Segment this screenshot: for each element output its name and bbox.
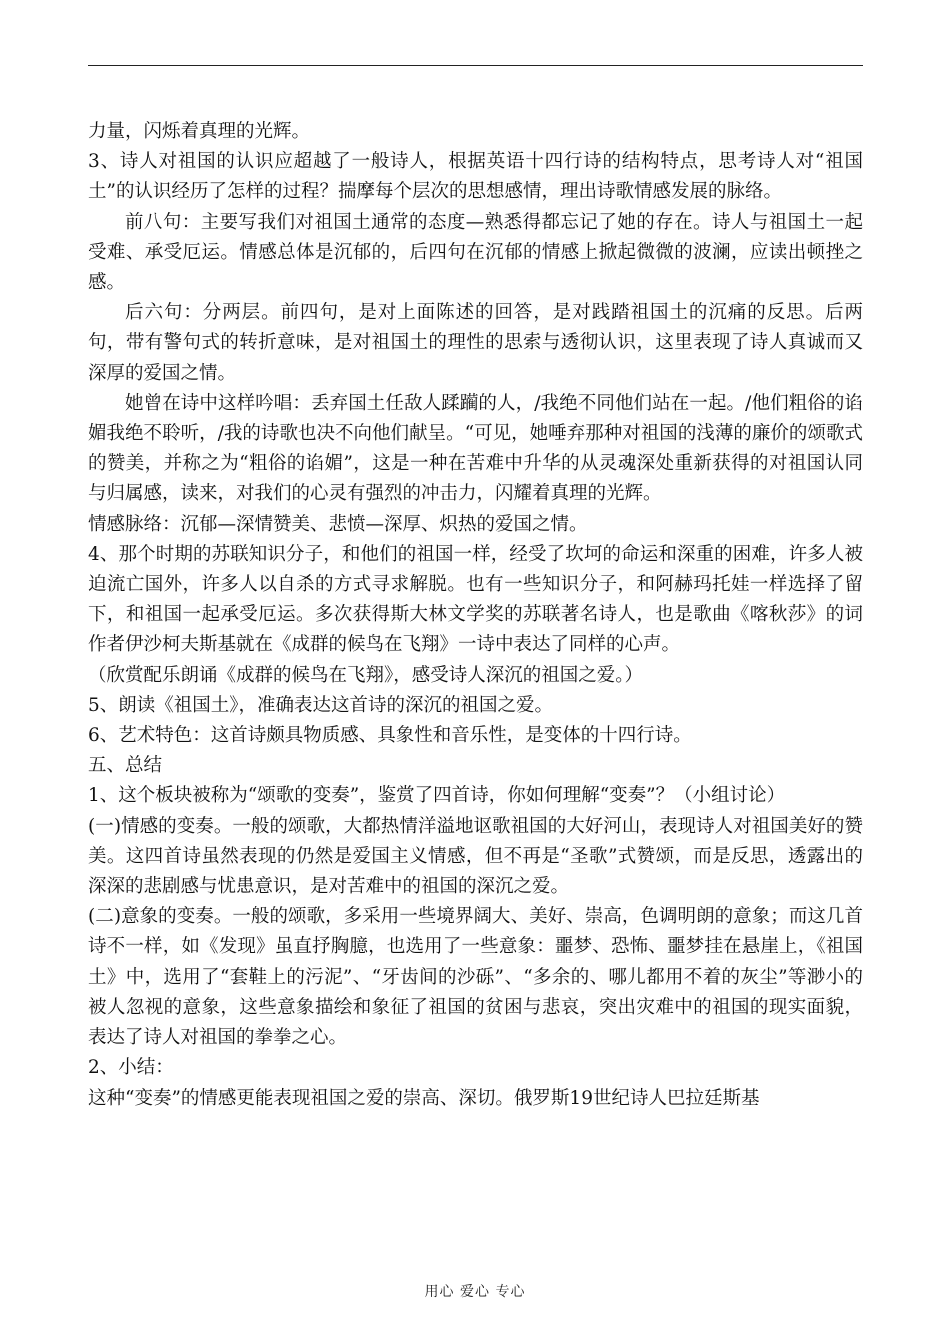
paragraph: 3、诗人对祖国的认识应超越了一般诗人，根据英语十四行诗的结构特点，思考诗人对“祖国土”的认识经历了怎样的过程？揣摩每个层次的思想感情，理出诗歌情感发展的脉络。 [88, 151, 863, 203]
paragraph: 她曾在诗中这样吟唱：丢弃国土任敌人蹂躏的人，/我绝不同他们站在一起。/他们粗俗的谄媚我绝不聆听，/我的诗歌也决不向他们献呈。“可见，她唾弃那种对祖国的浅薄的廉价的颂歌式的赞美，并称之为“粗俗的谄媚”，这是一种在苦难中升华的从灵魂深处重新获得的对祖国认同与归属感，读来，对我们的心灵有强烈的冲击力，闪耀着真理的光辉。 [88, 392, 863, 505]
page-footer: 用心 爱心 专心 [424, 1284, 526, 1300]
paragraph: 情感脉络：沉郁—深情赞美、悲愤—深厚、炽热的爱国之情。 [88, 513, 588, 535]
paragraph: 这种“变奏”的情感更能表现祖国之爱的崇高、深切。俄罗斯19世纪诗人巴拉廷斯基 [88, 1087, 760, 1109]
paragraph: 6、艺术特色：这首诗颇具物质感、具象性和音乐性，是变体的十四行诗。 [88, 725, 692, 747]
paragraph: 4、那个时期的苏联知识分子，和他们的祖国一样，经受了坎坷的命运和深重的困难，许多人被迫流亡国外，许多人以自杀的方式寻求解脱。也有一些知识分子，和阿赫玛托娃一样选择了留下，和祖国一起承受厄运。多次获得斯大林文学奖的苏联著名诗人，也是歌曲《喀秋莎》的词作者伊沙柯夫斯基就在《成群的候鸟在飞翔》一诗中表达了同样的心声。 [88, 543, 863, 656]
section-heading: 五、总结 [88, 755, 163, 777]
header-rule [88, 65, 863, 66]
paragraph: 后六句：分两层。前四句，是对上面陈述的回答，是对践踏祖国土的沉痛的反思。后两句，带有警句式的转折意味，是对祖国土的理性的思索与透彻认识，这里表现了诗人真诚而又深厚的爱国之情。 [88, 302, 863, 384]
document-body [88, 117, 863, 1114]
paragraph: 前八句：主要写我们对祖国土通常的态度—熟悉得都忘记了她的存在。诗人与祖国土一起受难、承受厄运。情感总体是沉郁的，后四句在沉郁的情感上掀起微微的波澜，应读出顿挫之感。 [88, 211, 863, 294]
paragraph: 1、这个板块被称为“颂歌的变奏”，鉴赏了四首诗，你如何理解“变奏”？（小组讨论） [88, 785, 786, 807]
paragraph: 5、朗读《祖国土》，准确表达这首诗的深沉的祖国之爱。 [88, 694, 554, 716]
paragraph: 力量，闪烁着真理的光辉。 [88, 121, 311, 142]
paragraph: (一)情感的变奏。一般的颂歌，大都热情洋溢地讴歌祖国的大好河山，表现诗人对祖国美好的赞美。这四首诗虽然表现的仍然是爱国主义情感，但不再是“圣歌”式赞颂，而是反思，透露出的深深的悲剧感与忧患意识，是对苦难中的祖国的深沉之爱。 [88, 815, 863, 898]
paragraph: 2、小结： [88, 1057, 174, 1079]
paragraph: (二)意象的变奏。一般的颂歌，多采用一些境界阔大、美好、崇高，色调明朗的意象；而这几首诗不一样，如《发现》虽直抒胸臆，也选用了一些意象：噩梦、恐怖、噩梦挂在悬崖上，《祖国土》中，选用了“套鞋上的污泥”、“牙齿间的沙砾”、“多余的、哪儿都用不着的灰尘”等渺小的被人忽视的意象，这些意象描绘和象征了祖国的贫困与悲哀，突出灾难中的祖国的现实面貌，表达了诗人对祖国的拳拳之心。 [88, 906, 863, 1049]
paragraph: （欣赏配乐朗诵《成群的候鸟在飞翔》，感受诗人深沉的祖国之爱。） [88, 664, 644, 686]
